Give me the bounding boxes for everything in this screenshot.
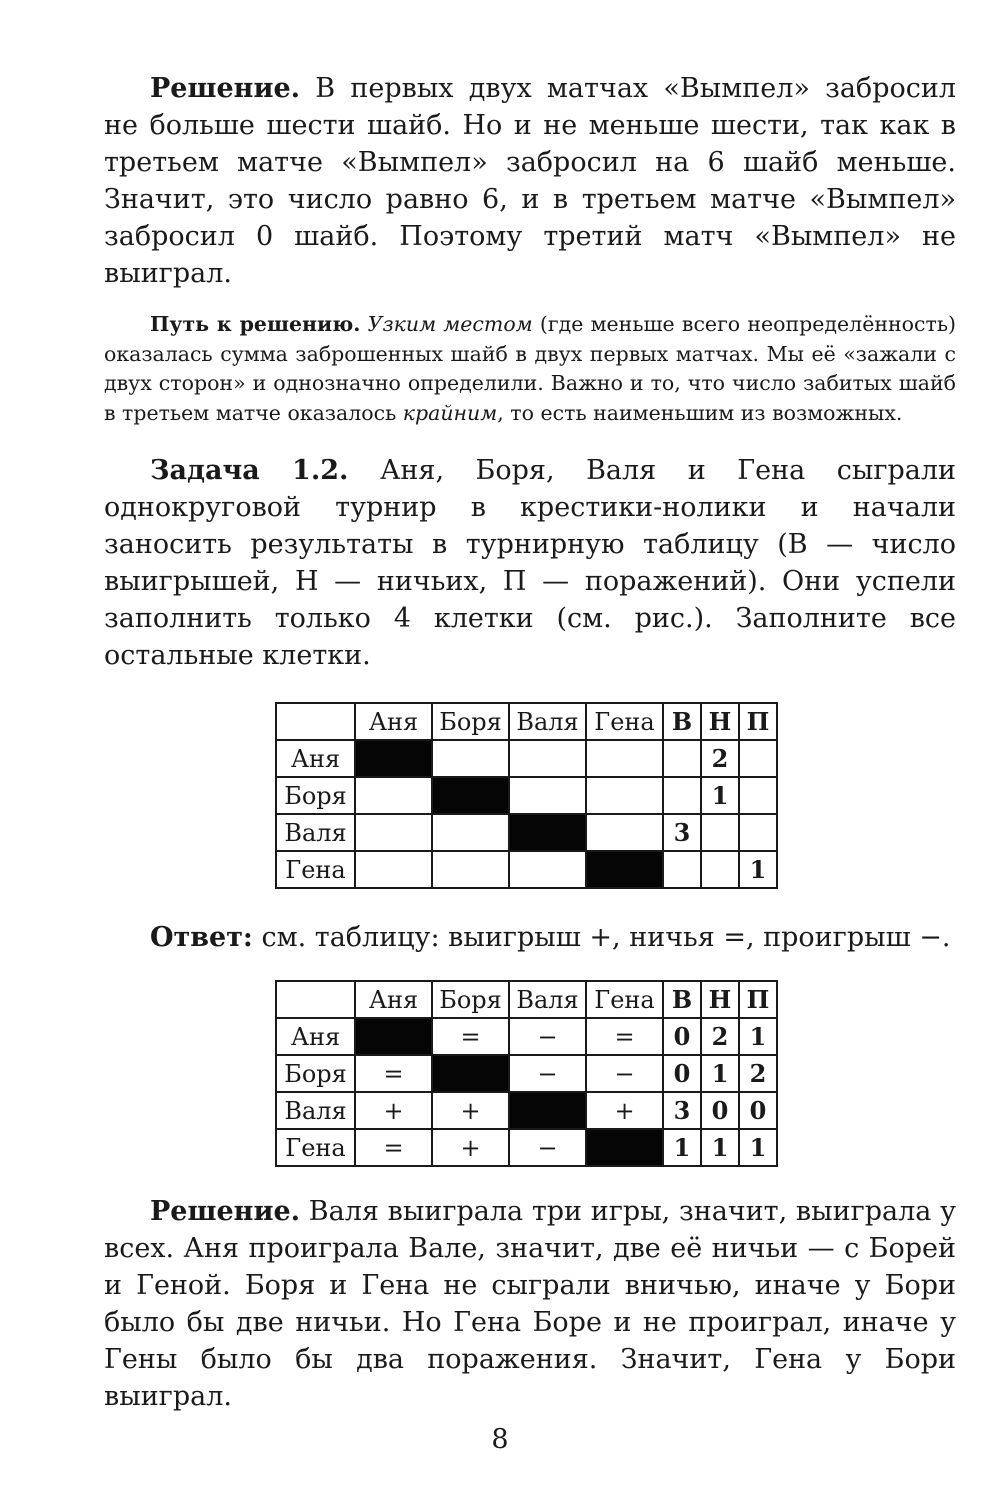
answer-line	[104, 919, 956, 956]
table-cell	[432, 814, 509, 851]
table-row	[276, 740, 777, 777]
row-name: Аня	[276, 1018, 355, 1055]
wins-cell: 1	[663, 1129, 701, 1166]
row-name: Валя	[276, 1092, 355, 1129]
table-header-row	[276, 703, 777, 740]
draws-cell: 1	[701, 1055, 739, 1092]
row-name: Боря	[276, 777, 355, 814]
header-cell: П	[739, 981, 777, 1018]
draws-cell: 2	[701, 1018, 739, 1055]
page-number: 8	[491, 1424, 509, 1455]
row-name: Аня	[276, 740, 355, 777]
draws-cell: 0	[701, 1092, 739, 1129]
wins-cell	[663, 851, 701, 888]
header-corner	[276, 981, 355, 1018]
header-cell: Н	[701, 703, 739, 740]
table-cell	[355, 814, 432, 851]
table-cell	[432, 740, 509, 777]
row-name: Боря	[276, 1055, 355, 1092]
wins-cell	[663, 740, 701, 777]
losses-cell: 0	[739, 1092, 777, 1129]
task-label: Задача 1.2.	[150, 455, 349, 486]
draws-cell: 1	[701, 777, 739, 814]
header-cell: Н	[701, 981, 739, 1018]
table-row	[276, 1092, 777, 1129]
table-cell: −	[509, 1055, 586, 1092]
table-row	[276, 1129, 777, 1166]
table-row	[276, 1018, 777, 1055]
diagonal-cell	[355, 1018, 432, 1055]
page-content	[104, 70, 956, 1415]
table-cell	[355, 777, 432, 814]
header-cell: П	[739, 703, 777, 740]
header-corner	[276, 703, 355, 740]
draws-cell	[701, 851, 739, 888]
path-text-2: , то есть наименьшим из возможных.	[497, 400, 903, 425]
header-cell: Боря	[432, 981, 509, 1018]
table-cell: −	[586, 1055, 663, 1092]
table-cell: +	[355, 1092, 432, 1129]
table-header-row	[276, 981, 777, 1018]
table-cell: =	[355, 1055, 432, 1092]
table-cell: =	[355, 1129, 432, 1166]
losses-cell	[739, 777, 777, 814]
path-to-solution-note	[104, 310, 956, 428]
table-cell: −	[509, 1129, 586, 1166]
header-cell: Боря	[432, 703, 509, 740]
path-text-1: (где меньше всего неопределённость) оказалась сумма заброшенных шайб в двух первых матчах. Мы её «зажали с двух сторон» и однозначно определили. Важно и то, что число забитых шайб в третьем матче оказалось	[104, 312, 956, 425]
table-row	[276, 777, 777, 814]
header-cell: Валя	[509, 981, 586, 1018]
wins-cell	[663, 777, 701, 814]
wins-cell: 3	[663, 814, 701, 851]
task-paragraph	[104, 452, 956, 674]
table-cell: =	[432, 1018, 509, 1055]
tournament-table-answer	[275, 980, 778, 1167]
diagonal-cell	[432, 1055, 509, 1092]
table-cell	[509, 777, 586, 814]
draws-cell	[701, 814, 739, 851]
header-cell: Валя	[509, 703, 586, 740]
tournament-table-initial	[275, 702, 778, 889]
path-label: Путь к решению.	[150, 312, 361, 336]
wins-cell: 3	[663, 1092, 701, 1129]
header-cell: В	[663, 981, 701, 1018]
solution-label: Решение.	[150, 1196, 301, 1227]
draws-cell: 1	[701, 1129, 739, 1166]
losses-cell: 1	[739, 1129, 777, 1166]
diagonal-cell	[509, 1092, 586, 1129]
row-name: Гена	[276, 851, 355, 888]
table-cell	[509, 740, 586, 777]
losses-cell	[739, 740, 777, 777]
header-cell: В	[663, 703, 701, 740]
diagonal-cell	[432, 777, 509, 814]
answer-text: см. таблицу: выигрыш +, ничья =, проигрыш −.	[252, 922, 951, 953]
path-emphasis-2: крайним	[402, 400, 498, 425]
diagonal-cell	[586, 851, 663, 888]
solution-text: В первых двух матчах «Вымпел» забросил не больше шести шайб. Но и не меньше шести, так как в третьем матче «Вымпел» забросил на 6 шайб меньше. Значит, это число равно 6, и в третьем матче «Вымпел» забросил 0 шайб. Поэтому третий матч «Вымпел» не выиграл.	[104, 73, 956, 289]
table-cell: +	[432, 1092, 509, 1129]
table-cell: −	[509, 1018, 586, 1055]
wins-cell: 0	[663, 1018, 701, 1055]
losses-cell: 1	[739, 851, 777, 888]
table-row	[276, 1055, 777, 1092]
table-cell	[432, 851, 509, 888]
solution-paragraph-1	[104, 70, 956, 292]
diagonal-cell	[509, 814, 586, 851]
table-cell: +	[432, 1129, 509, 1166]
table-row	[276, 851, 777, 888]
header-cell: Гена	[586, 703, 663, 740]
losses-cell	[739, 814, 777, 851]
diagonal-cell	[355, 740, 432, 777]
answer-label: Ответ:	[150, 922, 253, 953]
row-name: Гена	[276, 1129, 355, 1166]
task-text: Аня, Боря, Валя и Гена сыграли однокруговой турнир в крестики-нолики и начали заносить результаты в турнирную таблицу (В — число выигрышей, Н — ничьих, П — поражений). Они успели заполнить только 4 клетки (см. рис.). Заполните все остальные клетки.	[104, 455, 956, 671]
table-cell: +	[586, 1092, 663, 1129]
losses-cell: 1	[739, 1018, 777, 1055]
table-cell	[586, 740, 663, 777]
solution-text: Валя выиграла три игры, значит, выиграла у всех. Аня проиграла Вале, значит, две её ничьи — с Борей и Геной. Боря и Гена не сыграли вничью, иначе у Бори было бы две ничьи. Но Гена Боре и не проиграл, иначе у Гены было бы два поражения. Значит, Гена у Бори выиграл.	[104, 1196, 956, 1412]
draws-cell: 2	[701, 740, 739, 777]
table-cell	[586, 814, 663, 851]
table-cell	[509, 851, 586, 888]
table-row	[276, 814, 777, 851]
table-cell: =	[586, 1018, 663, 1055]
solution-paragraph-2	[104, 1193, 956, 1415]
row-name: Валя	[276, 814, 355, 851]
wins-cell: 0	[663, 1055, 701, 1092]
losses-cell: 2	[739, 1055, 777, 1092]
header-cell: Аня	[355, 981, 432, 1018]
table-cell	[355, 851, 432, 888]
header-cell: Аня	[355, 703, 432, 740]
diagonal-cell	[586, 1129, 663, 1166]
header-cell: Гена	[586, 981, 663, 1018]
path-emphasis-1: Узким местом	[367, 312, 533, 336]
solution-label: Решение.	[150, 73, 301, 104]
table-cell	[586, 777, 663, 814]
